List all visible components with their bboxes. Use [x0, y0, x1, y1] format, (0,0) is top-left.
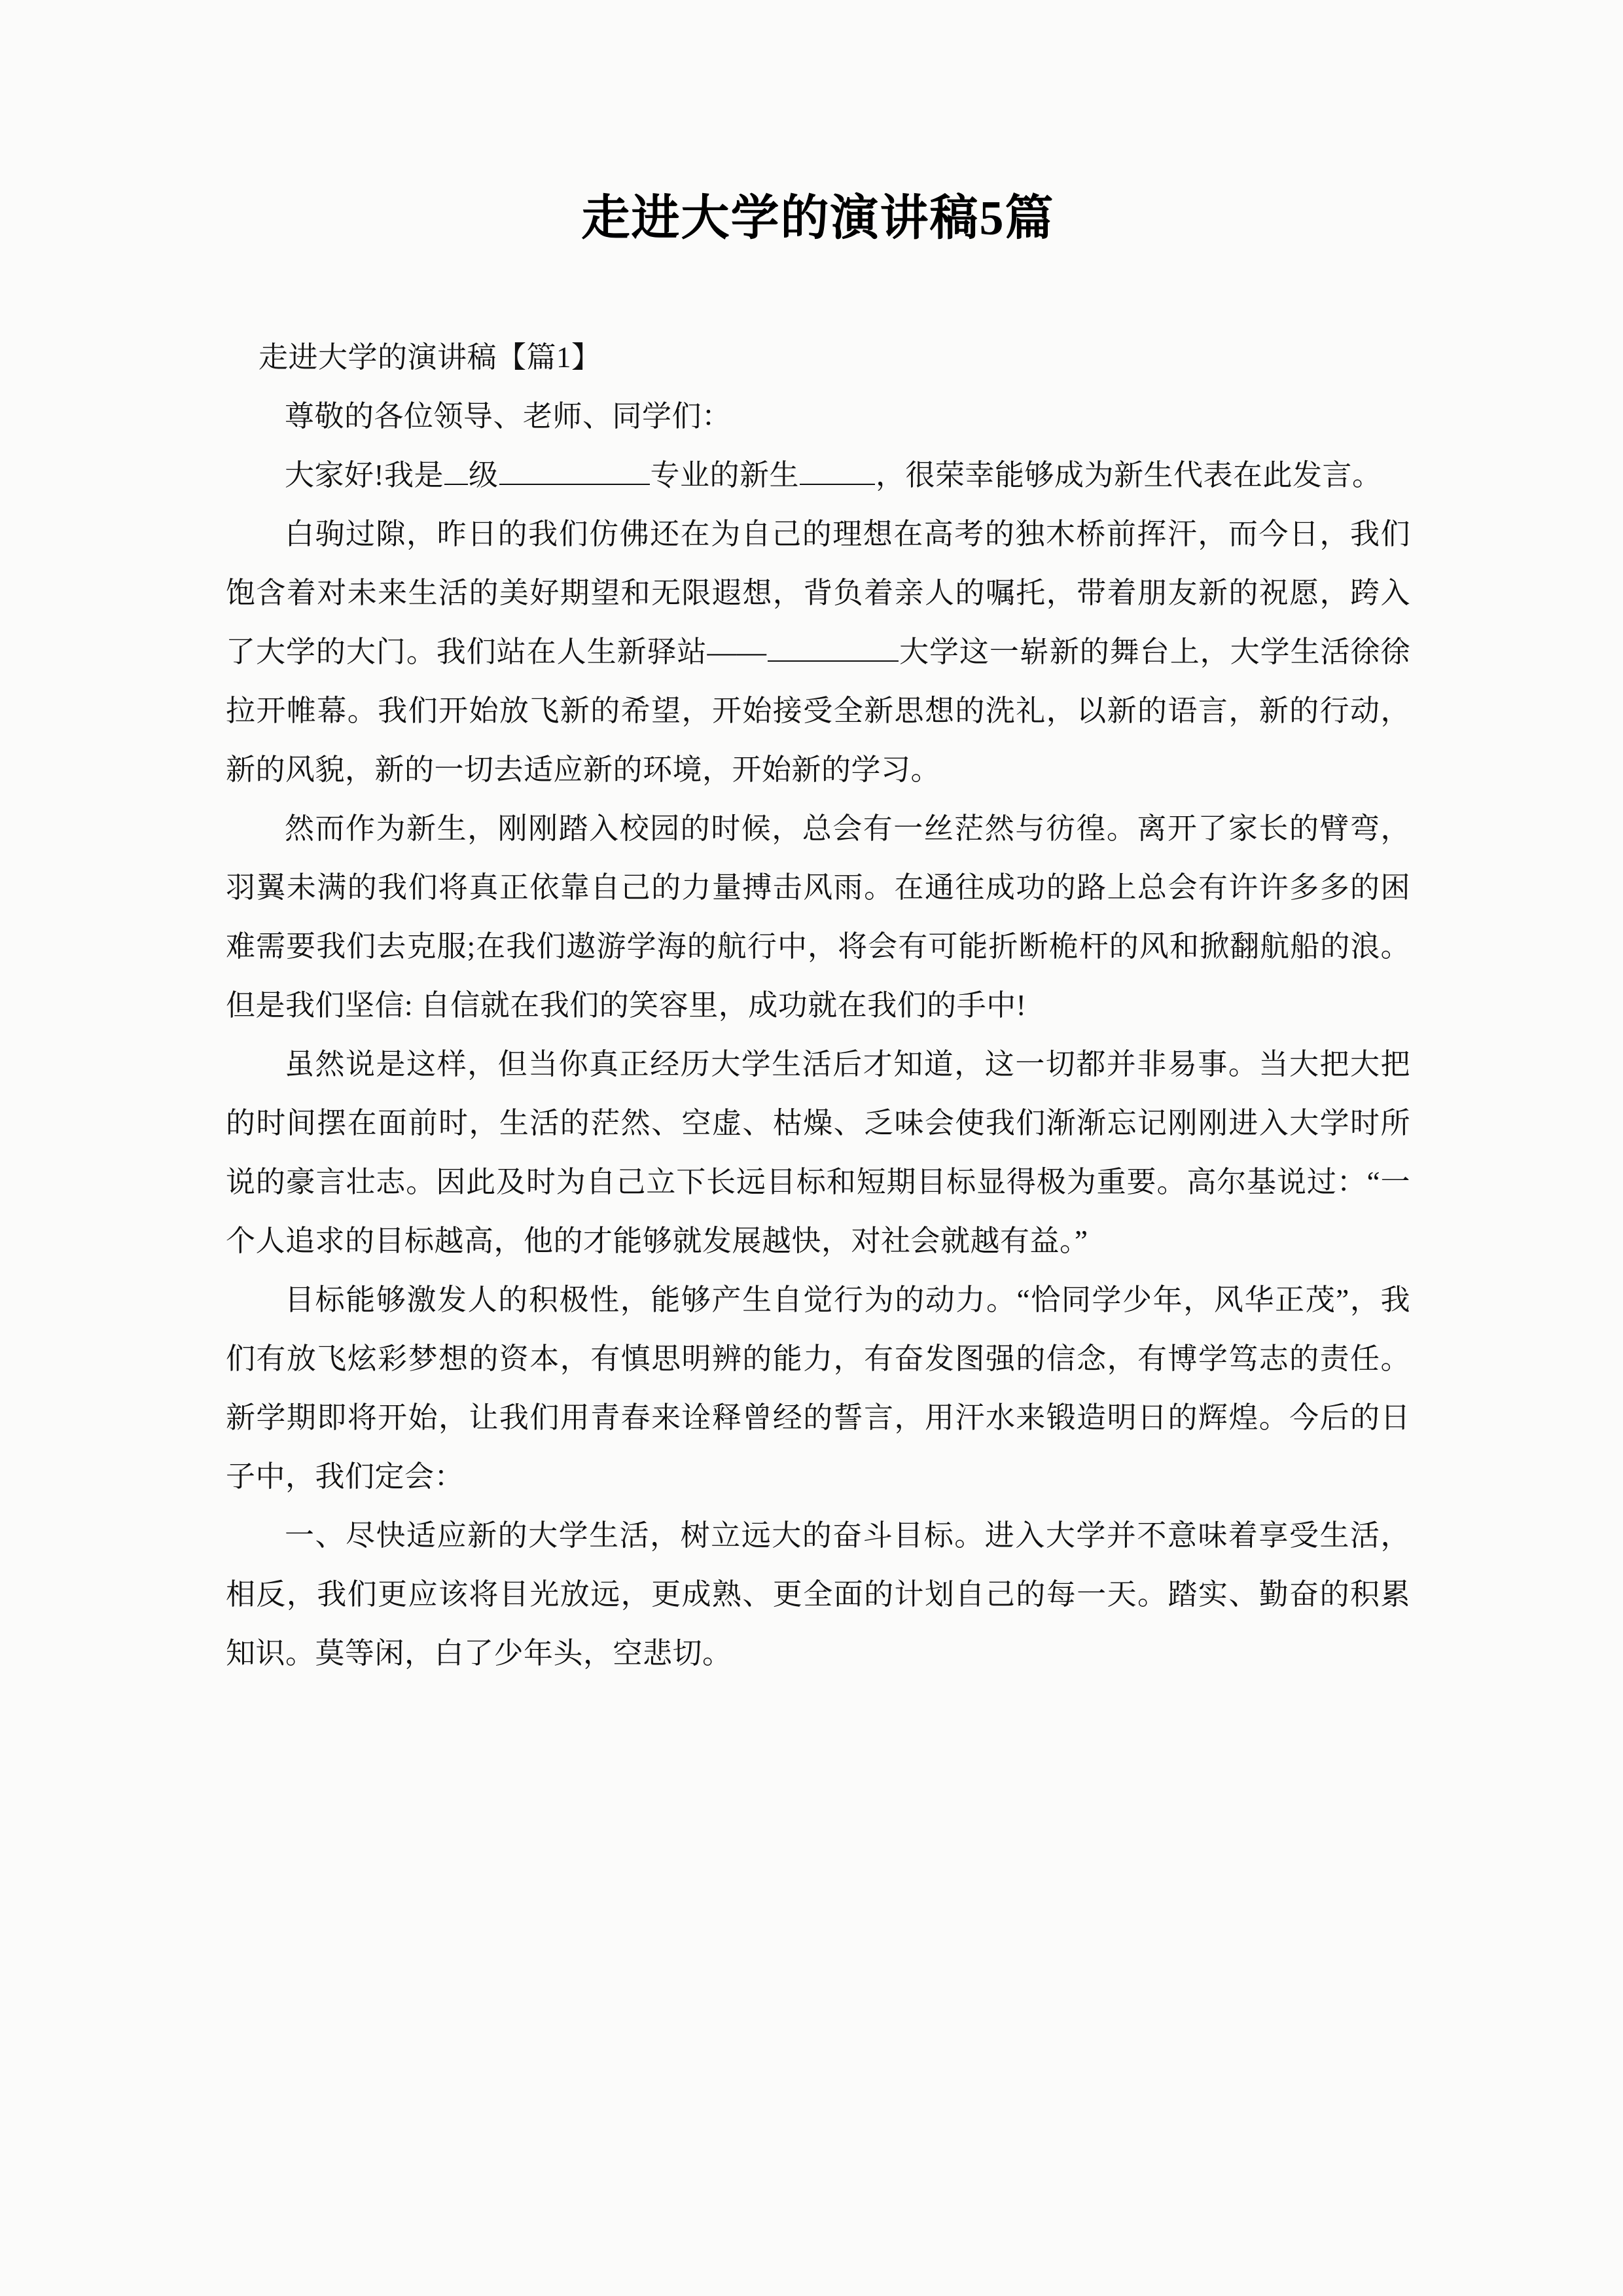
- paragraph-mubiao: 目标能够激发人的积极性，能够产生自觉行为的动力。“恰同学少年，风华正茂”，我们有放飞炫彩梦想的资本，有慎思明辨的能力，有奋发图强的信念，有博学笃志的责任。新学期即将开始，让我们用青春来诠释曾经的誓言，用汗水来锻造明日的辉煌。今后的日子中，我们定会：: [226, 1283, 1410, 1493]
- blank-major-field: [499, 455, 650, 485]
- paragraph-item-one: 一、尽快适应新的大学生活，树立远大的奋斗目标。进入大学并不意味着享受生活，相反，我们更应该将目光放远，更成熟、更全面的计划自己的每一天。踏实、勤奋的积累知识。莫等闲，白了少年头，空悲切。: [226, 1518, 1410, 1670]
- intro-suffix: ，很荣幸能够成为新生代表在此发言。: [876, 458, 1382, 492]
- blank-name-field: [800, 455, 875, 485]
- paragraph-baiju-part2: 大学这一崭新的舞台上，大学生活徐徐拉开帷幕。我们开始放飞新的希望，开始接受全新思想的洗礼，以新的语言，新的行动，新的风貌，新的一切去适应新的环境，开始新的学习。: [226, 635, 1410, 786]
- page-title: 走进大学的演讲稿5篇: [581, 192, 1055, 245]
- intro-after-major: 专业的新生: [650, 458, 800, 492]
- blank-university-field: [768, 632, 899, 662]
- document-body: [226, 328, 1410, 1683]
- paragraph-ranerzuowei: 然而作为新生，刚刚踏入校园的时候，总会有一丝茫然与彷徨。离开了家长的臂弯，羽翼未满的我们将真正依靠自己的力量搏击风雨。在通往成功的路上总会有许许多多的困难需要我们去克服;在我们遨游学海的航行中，将会有可能折断桅杆的风和掀翻航船的浪。但是我们坚信: 自信就在我们的笑容里，成功就在我们的手中!: [226, 812, 1410, 1022]
- paragraph-baiju: [226, 505, 1410, 799]
- paragraph-baiju-part1: 白驹过隙，昨日的我们仿佛还在为自己的理想在高考的独木桥前挥汗，而今日，我们饱含着对未来生活的美好期望和无限遐想，背负着亲人的嘱托，带着朋友新的祝愿，跨入了大学的大门。我们站在人生新驿站——: [226, 517, 1410, 668]
- paragraph-suiran: 虽然说是这样，但当你真正经历大学生活后才知道，这一切都并非易事。当大把大把的时间摆在面前时，生活的茫然、空虚、枯燥、乏味会使我们渐渐忘记刚刚进入大学时所说的豪言壮志。因此及时为自己立下长远目标和短期目标显得极为重要。高尔基说过：“一个人追求的目标越高，他的才能够就发展越快，对社会就越有益。”: [226, 1047, 1410, 1257]
- intro-paragraph: [226, 446, 1410, 505]
- intro-after-grade: 级: [469, 458, 499, 492]
- blank-grade-field: [444, 455, 468, 485]
- document-content: [226, 0, 1410, 1683]
- salutation-line: 尊敬的各位领导、老师、同学们：: [285, 399, 732, 433]
- section-heading: 走进大学的演讲稿【篇1】: [259, 340, 601, 374]
- intro-prefix: 大家好!我是: [285, 458, 444, 492]
